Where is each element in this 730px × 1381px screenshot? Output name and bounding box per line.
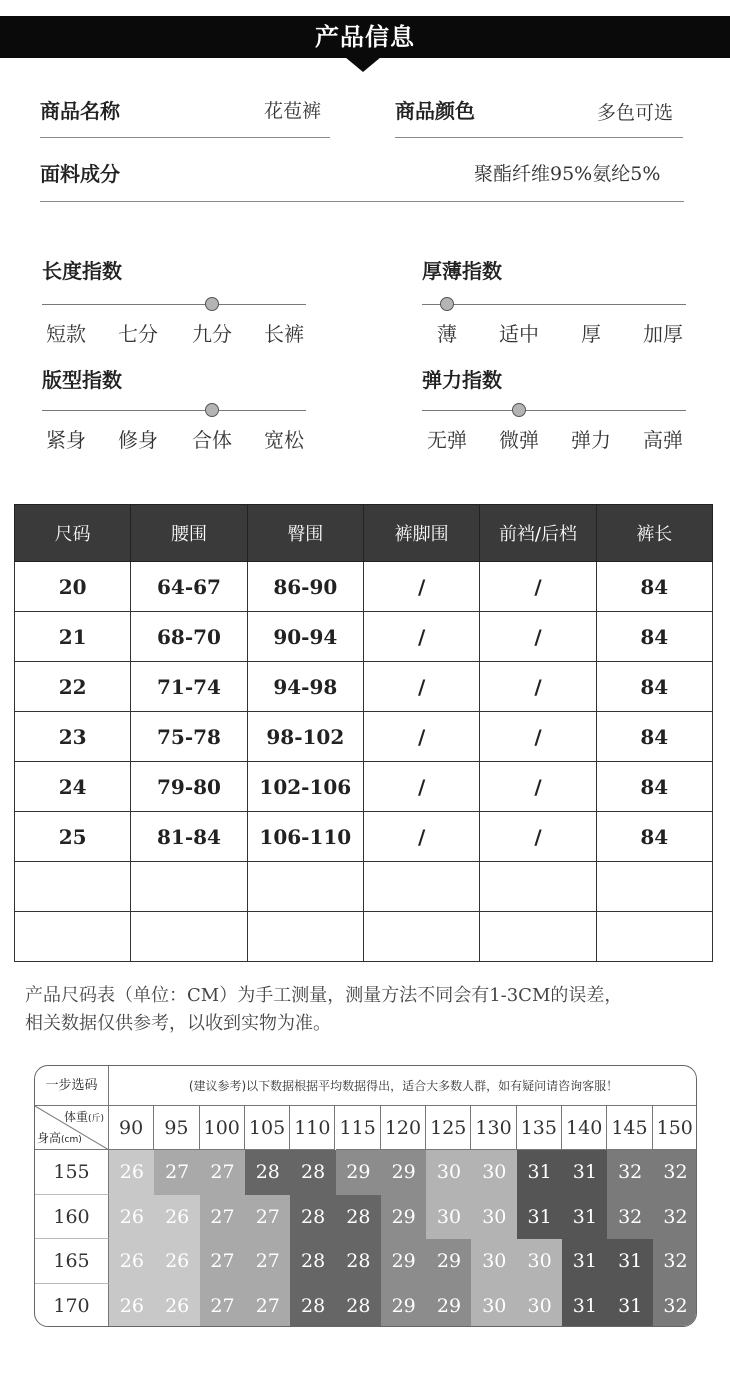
index-option: 短款 xyxy=(46,322,86,346)
size-cell: 32 xyxy=(653,1195,697,1240)
size-cell: 29 xyxy=(336,1150,382,1195)
index-option: 适中 xyxy=(499,322,539,346)
size-cell: 27 xyxy=(154,1150,200,1195)
size-cell: 32 xyxy=(607,1195,653,1240)
weight-header-cell: 140 xyxy=(562,1106,607,1150)
weight-header-cell: 125 xyxy=(426,1106,471,1150)
table-cell: / xyxy=(480,612,596,662)
divider xyxy=(40,137,330,138)
index-label: 版型指数 xyxy=(42,368,122,392)
index-option: 七分 xyxy=(118,322,158,346)
product-name-label: 商品名称 xyxy=(40,99,120,123)
weight-header-cell: 100 xyxy=(200,1106,245,1150)
table-cell: / xyxy=(480,762,596,812)
size-cell: 26 xyxy=(154,1239,200,1284)
size-cell: 27 xyxy=(245,1195,291,1240)
weight-header-cell: 135 xyxy=(517,1106,562,1150)
table-cell: 90-94 xyxy=(247,612,363,662)
size-cell: 31 xyxy=(562,1150,608,1195)
size-table xyxy=(14,504,713,962)
size-cell: 32 xyxy=(653,1150,697,1195)
size-cell: 27 xyxy=(200,1284,246,1328)
size-cell: 28 xyxy=(245,1150,291,1195)
index-scale-line xyxy=(42,304,306,305)
index-indicator-knob xyxy=(205,297,219,311)
table-row xyxy=(15,662,713,712)
banner-title: 产品信息 xyxy=(0,16,730,58)
size-cell: 31 xyxy=(562,1284,608,1328)
table-cell: 68-70 xyxy=(131,612,247,662)
table-cell: / xyxy=(363,562,479,612)
size-cell: 26 xyxy=(154,1195,200,1240)
table-row xyxy=(15,712,713,762)
size-cell: 29 xyxy=(381,1195,427,1240)
size-table-header: 腰围 xyxy=(131,505,247,562)
product-color-value: 多色可选 xyxy=(597,102,674,124)
table-cell: / xyxy=(363,812,479,862)
table-cell: 84 xyxy=(596,662,712,712)
size-cell: 27 xyxy=(200,1239,246,1284)
weight-header-cell: 120 xyxy=(381,1106,426,1150)
table-cell xyxy=(15,862,131,912)
index-option: 无弹 xyxy=(427,428,467,452)
size-cell: 28 xyxy=(290,1195,336,1240)
table-cell: / xyxy=(363,712,479,762)
table-cell xyxy=(480,912,596,962)
index-option: 微弹 xyxy=(499,428,539,452)
size-cell: 26 xyxy=(109,1195,155,1240)
recommend-title: 一步选码 xyxy=(35,1066,109,1106)
table-cell: 84 xyxy=(596,712,712,762)
table-cell: 81-84 xyxy=(131,812,247,862)
table-cell xyxy=(131,862,247,912)
table-row xyxy=(15,862,713,912)
table-cell xyxy=(247,862,363,912)
table-row xyxy=(15,912,713,962)
table-cell: 21 xyxy=(15,612,131,662)
weight-axis-label: 体重(斤) xyxy=(63,1110,104,1124)
recommend-note: (建议参考)以下数据根据平均数据得出，适合大多数人群，如有疑问请咨询客服！ xyxy=(109,1066,697,1106)
table-cell xyxy=(480,862,596,912)
table-cell: 84 xyxy=(596,812,712,862)
size-cell: 32 xyxy=(607,1150,653,1195)
size-cell: 26 xyxy=(109,1284,155,1328)
table-row xyxy=(15,812,713,862)
banner-pointer xyxy=(345,57,381,72)
size-cell: 29 xyxy=(381,1239,427,1284)
table-cell xyxy=(247,912,363,962)
fabric-value: 聚酯纤维95%氨纶5% xyxy=(474,163,661,185)
table-cell: 84 xyxy=(596,612,712,662)
divider xyxy=(395,137,683,138)
index-scale-line xyxy=(422,304,686,305)
index-scale-line xyxy=(42,410,306,411)
table-cell: / xyxy=(480,662,596,712)
size-cell: 30 xyxy=(471,1150,517,1195)
size-table-header: 裤脚围 xyxy=(363,505,479,562)
height-header-cell: 165 xyxy=(35,1239,109,1284)
index-option: 紧身 xyxy=(46,428,86,452)
table-cell: 102-106 xyxy=(247,762,363,812)
table-cell: 22 xyxy=(15,662,131,712)
index-option: 九分 xyxy=(192,322,232,346)
size-cell: 31 xyxy=(607,1239,653,1284)
size-cell: 29 xyxy=(381,1150,427,1195)
index-option: 加厚 xyxy=(643,322,683,346)
table-cell: 94-98 xyxy=(247,662,363,712)
size-cell: 30 xyxy=(471,1195,517,1240)
size-cell: 29 xyxy=(426,1239,472,1284)
size-table-header: 裤长 xyxy=(596,505,712,562)
size-cell: 28 xyxy=(336,1284,382,1328)
table-cell xyxy=(596,912,712,962)
table-cell: / xyxy=(480,812,596,862)
index-option: 修身 xyxy=(118,428,158,452)
table-cell: 98-102 xyxy=(247,712,363,762)
size-cell: 28 xyxy=(290,1284,336,1328)
size-cell: 26 xyxy=(154,1284,200,1328)
weight-header-cell: 145 xyxy=(607,1106,652,1150)
weight-header-cell: 150 xyxy=(653,1106,697,1150)
index-label: 厚薄指数 xyxy=(422,259,502,283)
weight-header-cell: 95 xyxy=(154,1106,199,1150)
index-option: 长裤 xyxy=(264,322,304,346)
table-cell: 79-80 xyxy=(131,762,247,812)
table-cell xyxy=(596,862,712,912)
index-label: 长度指数 xyxy=(42,259,122,283)
table-cell xyxy=(363,862,479,912)
weight-header-cell: 105 xyxy=(245,1106,290,1150)
size-cell: 32 xyxy=(653,1284,697,1328)
index-indicator-knob xyxy=(205,403,219,417)
table-cell: / xyxy=(363,762,479,812)
measurement-note-line1: 产品尺码表（单位：CM）为手工测量，测量方法不同会有1-3CM的误差， xyxy=(25,985,623,1006)
table-cell xyxy=(131,912,247,962)
size-cell: 30 xyxy=(517,1239,563,1284)
index-option: 合体 xyxy=(192,428,232,452)
index-label: 弹力指数 xyxy=(422,368,502,392)
table-cell: 25 xyxy=(15,812,131,862)
size-cell: 31 xyxy=(562,1239,608,1284)
size-cell: 31 xyxy=(607,1284,653,1328)
table-cell: / xyxy=(480,562,596,612)
height-header-cell: 170 xyxy=(35,1284,109,1328)
size-cell: 29 xyxy=(381,1284,427,1328)
size-table-header: 前裆/后档 xyxy=(480,505,596,562)
measurement-note xyxy=(25,982,725,1038)
size-table-header: 臀围 xyxy=(247,505,363,562)
size-cell: 28 xyxy=(290,1150,336,1195)
measurement-note-line2: 相关数据仅供参考，以收到实物为准。 xyxy=(25,1013,331,1034)
table-cell: 106-110 xyxy=(247,812,363,862)
fabric-label: 面料成分 xyxy=(40,162,120,186)
index-option: 薄 xyxy=(437,322,457,346)
table-cell: 71-74 xyxy=(131,662,247,712)
height-axis-label: 身高(cm) xyxy=(37,1131,82,1145)
size-cell: 30 xyxy=(517,1284,563,1328)
divider xyxy=(40,201,684,202)
height-header-cell: 155 xyxy=(35,1150,109,1195)
size-cell: 26 xyxy=(109,1150,155,1195)
index-option: 厚 xyxy=(581,322,601,346)
size-cell: 31 xyxy=(517,1195,563,1240)
index-option: 宽松 xyxy=(264,428,304,452)
table-cell: 20 xyxy=(15,562,131,612)
weight-header-cell: 90 xyxy=(109,1106,154,1150)
size-cell: 30 xyxy=(471,1239,517,1284)
size-cell: 27 xyxy=(200,1195,246,1240)
table-row xyxy=(15,762,713,812)
size-cell: 30 xyxy=(426,1195,472,1240)
size-cell: 26 xyxy=(109,1239,155,1284)
index-indicator-knob xyxy=(440,297,454,311)
axis-header xyxy=(35,1106,109,1150)
size-cell: 28 xyxy=(336,1239,382,1284)
size-cell: 28 xyxy=(336,1195,382,1240)
size-cell: 27 xyxy=(245,1239,291,1284)
table-cell: 23 xyxy=(15,712,131,762)
height-header-cell: 160 xyxy=(35,1195,109,1240)
table-cell: 84 xyxy=(596,562,712,612)
table-cell: 24 xyxy=(15,762,131,812)
size-cell: 27 xyxy=(200,1150,246,1195)
index-option: 高弹 xyxy=(643,428,683,452)
size-table-header: 尺码 xyxy=(15,505,131,562)
table-cell: 84 xyxy=(596,762,712,812)
table-cell: / xyxy=(363,662,479,712)
size-cell: 31 xyxy=(562,1195,608,1240)
size-cell: 29 xyxy=(426,1284,472,1328)
table-cell xyxy=(15,912,131,962)
table-cell: 64-67 xyxy=(131,562,247,612)
table-cell xyxy=(363,912,479,962)
size-cell: 32 xyxy=(653,1239,697,1284)
size-cell: 30 xyxy=(426,1150,472,1195)
size-cell: 30 xyxy=(471,1284,517,1328)
table-row xyxy=(15,612,713,662)
index-scale-line xyxy=(422,410,686,411)
table-cell: 86-90 xyxy=(247,562,363,612)
index-option: 弹力 xyxy=(571,428,611,452)
weight-header-cell: 110 xyxy=(290,1106,335,1150)
weight-header-cell: 115 xyxy=(336,1106,381,1150)
product-color-label: 商品颜色 xyxy=(395,99,475,123)
table-cell: / xyxy=(480,712,596,762)
table-cell: 75-78 xyxy=(131,712,247,762)
product-name-value: 花苞裤 xyxy=(264,100,322,122)
size-recommendation-table xyxy=(34,1065,697,1327)
table-row xyxy=(15,562,713,612)
size-cell: 31 xyxy=(517,1150,563,1195)
index-indicator-knob xyxy=(512,403,526,417)
size-cell: 28 xyxy=(290,1239,336,1284)
table-cell: / xyxy=(363,612,479,662)
size-cell: 27 xyxy=(245,1284,291,1328)
weight-header-cell: 130 xyxy=(471,1106,516,1150)
